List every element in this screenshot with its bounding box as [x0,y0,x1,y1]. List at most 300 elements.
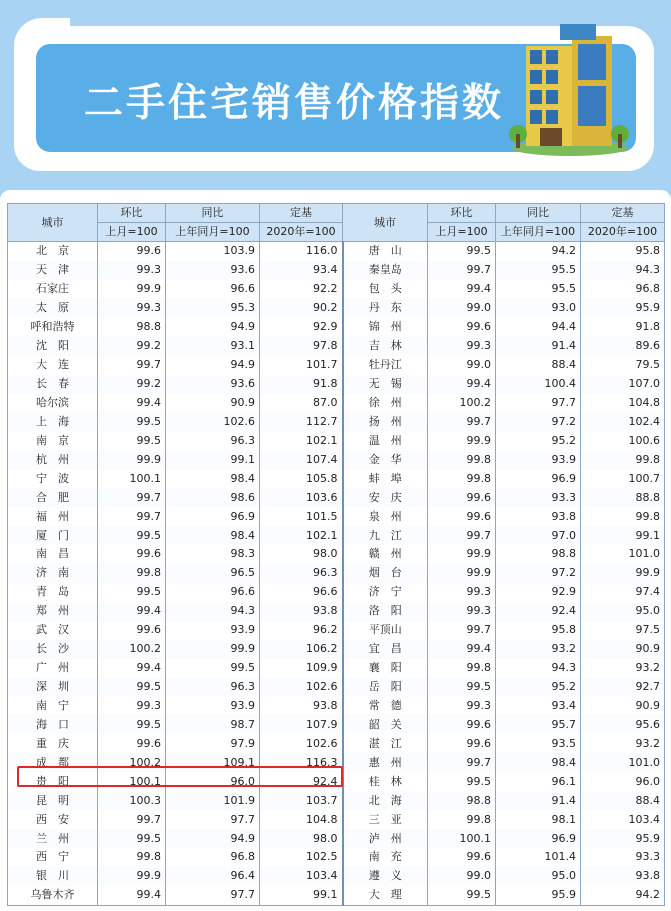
left-mom-cell: 98.8 [98,318,166,337]
right-yoy-cell: 95.9 [496,886,581,905]
right-mom-cell: 99.3 [428,583,496,602]
right-yoy-cell: 93.5 [496,734,581,753]
left-mom-cell: 99.5 [98,526,166,545]
subheader-mom: 上月=100 [98,223,166,242]
left-base-cell: 116.3 [260,753,343,772]
left-mom-cell: 99.3 [98,261,166,280]
right-yoy-cell: 93.3 [496,488,581,507]
right-city-cell: 桂 林 [343,772,428,791]
right-mom-cell: 99.6 [428,488,496,507]
table-row [8,299,665,318]
right-mom-cell: 99.6 [428,507,496,526]
right-city-cell: 湛 江 [343,734,428,753]
left-yoy-cell: 101.9 [166,791,260,810]
right-yoy-cell: 97.7 [496,394,581,413]
table-body [8,242,665,906]
left-city-cell: 南 京 [8,431,98,450]
subheader-yoy-right: 上年同月=100 [496,223,581,242]
right-yoy-cell: 95.5 [496,261,581,280]
right-base-cell: 101.0 [581,545,665,564]
left-base-cell: 103.6 [260,488,343,507]
left-base-cell: 97.8 [260,337,343,356]
right-mom-cell: 99.7 [428,412,496,431]
left-base-cell: 102.6 [260,734,343,753]
right-base-cell: 100.7 [581,469,665,488]
left-city-cell: 沈 阳 [8,337,98,356]
right-mom-cell: 99.5 [428,678,496,697]
right-base-cell: 97.4 [581,583,665,602]
right-mom-cell: 99.4 [428,280,496,299]
right-mom-cell: 99.9 [428,564,496,583]
left-city-cell: 长 春 [8,375,98,394]
left-city-cell: 石家庄 [8,280,98,299]
left-yoy-cell: 93.9 [166,697,260,716]
left-city-cell: 哈尔滨 [8,394,98,413]
right-mom-cell: 98.8 [428,791,496,810]
right-mom-cell: 99.3 [428,697,496,716]
subheader-yoy: 上年同月=100 [166,223,260,242]
right-base-cell: 99.1 [581,526,665,545]
left-yoy-cell: 103.9 [166,242,260,261]
right-base-cell: 79.5 [581,356,665,375]
table-row [8,526,665,545]
right-base-cell: 107.0 [581,375,665,394]
table-row [8,867,665,886]
right-mom-cell: 99.7 [428,526,496,545]
left-mom-cell: 99.8 [98,564,166,583]
left-city-cell: 重 庆 [8,734,98,753]
right-mom-cell: 99.8 [428,450,496,469]
right-mom-cell: 99.9 [428,431,496,450]
right-base-cell: 96.8 [581,280,665,299]
table-row [8,280,665,299]
right-mom-cell: 99.0 [428,867,496,886]
right-yoy-cell: 88.4 [496,356,581,375]
right-yoy-cell: 92.9 [496,583,581,602]
left-yoy-cell: 93.6 [166,261,260,280]
left-yoy-cell: 96.0 [166,772,260,791]
left-mom-cell: 99.3 [98,697,166,716]
table-row [8,621,665,640]
right-base-cell: 89.6 [581,337,665,356]
left-yoy-cell: 96.3 [166,678,260,697]
left-mom-cell: 99.9 [98,450,166,469]
left-yoy-cell: 96.4 [166,867,260,886]
right-mom-cell: 100.2 [428,394,496,413]
header-mom-right: 环比 [428,204,496,223]
left-city-cell: 上 海 [8,412,98,431]
right-mom-cell: 99.0 [428,299,496,318]
left-base-cell: 101.5 [260,507,343,526]
table-row [8,886,665,905]
table-row [8,848,665,867]
left-mom-cell: 99.6 [98,545,166,564]
right-mom-cell: 99.8 [428,469,496,488]
left-yoy-cell: 96.6 [166,280,260,299]
right-city-cell: 泉 州 [343,507,428,526]
right-yoy-cell: 96.9 [496,469,581,488]
left-city-cell: 福 州 [8,507,98,526]
left-base-cell: 107.9 [260,715,343,734]
table-row [8,394,665,413]
left-yoy-cell: 99.5 [166,659,260,678]
left-mom-cell: 100.1 [98,469,166,488]
left-mom-cell: 99.5 [98,583,166,602]
right-mom-cell: 99.6 [428,848,496,867]
left-yoy-cell: 98.6 [166,488,260,507]
right-base-cell: 95.9 [581,829,665,848]
right-yoy-cell: 101.4 [496,848,581,867]
right-city-cell: 丹 东 [343,299,428,318]
table-row [8,375,665,394]
right-yoy-cell: 95.2 [496,431,581,450]
right-city-cell: 金 华 [343,450,428,469]
left-mom-cell: 99.4 [98,394,166,413]
left-city-cell: 太 原 [8,299,98,318]
header-city-right: 城市 [343,204,428,242]
left-base-cell: 109.9 [260,659,343,678]
right-mom-cell: 99.0 [428,356,496,375]
right-base-cell: 95.6 [581,715,665,734]
table-row [8,715,665,734]
left-city-cell: 青 岛 [8,583,98,602]
right-base-cell: 94.3 [581,261,665,280]
table-row [8,810,665,829]
table-row [8,261,665,280]
left-yoy-cell: 99.9 [166,640,260,659]
left-city-cell: 大 连 [8,356,98,375]
table-row [8,564,665,583]
left-mom-cell: 99.7 [98,810,166,829]
right-mom-cell: 100.1 [428,829,496,848]
left-city-cell: 贵 阳 [8,772,98,791]
price-index-table [7,203,665,906]
left-mom-cell: 99.9 [98,867,166,886]
left-mom-cell: 99.8 [98,848,166,867]
left-mom-cell: 99.6 [98,734,166,753]
table-row [8,829,665,848]
left-mom-cell: 100.2 [98,753,166,772]
right-city-cell: 扬 州 [343,412,428,431]
right-city-cell: 温 州 [343,431,428,450]
left-city-cell: 深 圳 [8,678,98,697]
left-yoy-cell: 96.8 [166,848,260,867]
left-city-cell: 广 州 [8,659,98,678]
right-mom-cell: 99.6 [428,318,496,337]
left-yoy-cell: 93.6 [166,375,260,394]
table-row [8,488,665,507]
left-yoy-cell: 109.1 [166,753,260,772]
right-city-cell: 襄 阳 [343,659,428,678]
left-city-cell: 乌鲁木齐 [8,886,98,905]
right-base-cell: 90.9 [581,697,665,716]
header-yoy-right: 同比 [496,204,581,223]
left-base-cell: 112.7 [260,412,343,431]
left-yoy-cell: 98.7 [166,715,260,734]
right-city-cell: 吉 林 [343,337,428,356]
right-base-cell: 93.3 [581,848,665,867]
table-subheader-row [8,223,665,242]
right-city-cell: 大 理 [343,886,428,905]
table-row [8,507,665,526]
right-base-cell: 93.2 [581,659,665,678]
left-city-cell: 兰 州 [8,829,98,848]
table-header-row [8,204,665,223]
right-city-cell: 遵 义 [343,867,428,886]
left-mom-cell: 99.4 [98,602,166,621]
subheader-base: 2020年=100 [260,223,343,242]
left-mom-cell: 99.7 [98,507,166,526]
right-yoy-cell: 95.5 [496,280,581,299]
left-mom-cell: 100.1 [98,772,166,791]
left-yoy-cell: 98.4 [166,469,260,488]
left-yoy-cell: 98.4 [166,526,260,545]
right-city-cell: 常 德 [343,697,428,716]
left-base-cell: 98.0 [260,829,343,848]
header-base: 定基 [260,204,343,223]
right-base-cell: 97.5 [581,621,665,640]
right-city-cell: 济 宁 [343,583,428,602]
table-row [8,356,665,375]
left-city-cell: 昆 明 [8,791,98,810]
left-city-cell: 北 京 [8,242,98,261]
right-yoy-cell: 98.1 [496,810,581,829]
left-yoy-cell: 93.1 [166,337,260,356]
right-yoy-cell: 100.4 [496,375,581,394]
right-city-cell: 牡丹江 [343,356,428,375]
table-row [8,337,665,356]
right-mom-cell: 99.3 [428,602,496,621]
table-row [8,469,665,488]
right-base-cell: 104.8 [581,394,665,413]
left-mom-cell: 100.2 [98,640,166,659]
left-base-cell: 92.2 [260,280,343,299]
right-base-cell: 101.0 [581,753,665,772]
right-yoy-cell: 91.4 [496,337,581,356]
left-base-cell: 96.6 [260,583,343,602]
right-mom-cell: 99.5 [428,242,496,261]
right-yoy-cell: 95.0 [496,867,581,886]
left-mom-cell: 99.2 [98,337,166,356]
right-city-cell: 南 充 [343,848,428,867]
left-yoy-cell: 95.3 [166,299,260,318]
right-base-cell: 88.8 [581,488,665,507]
left-city-cell: 武 汉 [8,621,98,640]
left-yoy-cell: 96.3 [166,431,260,450]
right-yoy-cell: 93.2 [496,640,581,659]
right-mom-cell: 99.4 [428,640,496,659]
left-base-cell: 92.9 [260,318,343,337]
table-row [8,602,665,621]
left-mom-cell: 99.5 [98,412,166,431]
right-yoy-cell: 95.7 [496,715,581,734]
left-city-cell: 银 川 [8,867,98,886]
left-mom-cell: 99.2 [98,375,166,394]
table-row [8,431,665,450]
left-base-cell: 104.8 [260,810,343,829]
left-base-cell: 93.8 [260,602,343,621]
left-yoy-cell: 94.9 [166,356,260,375]
right-mom-cell: 99.5 [428,886,496,905]
left-mom-cell: 99.5 [98,678,166,697]
right-city-cell: 唐 山 [343,242,428,261]
right-mom-cell: 99.8 [428,659,496,678]
left-base-cell: 103.4 [260,867,343,886]
right-mom-cell: 99.4 [428,375,496,394]
right-yoy-cell: 93.0 [496,299,581,318]
right-mom-cell: 99.6 [428,734,496,753]
right-yoy-cell: 93.4 [496,697,581,716]
table-row [8,640,665,659]
right-yoy-cell: 98.4 [496,753,581,772]
left-mom-cell: 100.3 [98,791,166,810]
left-mom-cell: 99.6 [98,242,166,261]
left-base-cell: 101.7 [260,356,343,375]
left-mom-cell: 99.9 [98,280,166,299]
right-city-cell: 秦皇岛 [343,261,428,280]
left-yoy-cell: 94.3 [166,602,260,621]
right-yoy-cell: 95.8 [496,621,581,640]
left-city-cell: 呼和浩特 [8,318,98,337]
left-yoy-cell: 98.3 [166,545,260,564]
right-yoy-cell: 96.1 [496,772,581,791]
right-base-cell: 96.0 [581,772,665,791]
right-mom-cell: 99.6 [428,715,496,734]
right-base-cell: 94.2 [581,886,665,905]
right-yoy-cell: 97.2 [496,564,581,583]
right-yoy-cell: 94.4 [496,318,581,337]
right-city-cell: 洛 阳 [343,602,428,621]
right-base-cell: 92.7 [581,678,665,697]
left-base-cell: 103.7 [260,791,343,810]
right-yoy-cell: 95.2 [496,678,581,697]
left-mom-cell: 99.6 [98,621,166,640]
left-mom-cell: 99.3 [98,299,166,318]
header-mom: 环比 [98,204,166,223]
left-mom-cell: 99.7 [98,488,166,507]
table-row [8,791,665,810]
left-base-cell: 105.8 [260,469,343,488]
left-yoy-cell: 99.1 [166,450,260,469]
left-yoy-cell: 97.7 [166,886,260,905]
table-row [8,545,665,564]
left-city-cell: 合 肥 [8,488,98,507]
table-row [8,734,665,753]
right-base-cell: 95.9 [581,299,665,318]
table-panel [0,190,671,911]
right-city-cell: 徐 州 [343,394,428,413]
left-base-cell: 90.2 [260,299,343,318]
left-city-cell: 郑 州 [8,602,98,621]
table-row [8,412,665,431]
right-base-cell: 91.8 [581,318,665,337]
right-yoy-cell: 93.8 [496,507,581,526]
left-mom-cell: 99.4 [98,886,166,905]
right-city-cell: 泸 州 [343,829,428,848]
right-mom-cell: 99.7 [428,753,496,772]
left-base-cell: 102.6 [260,678,343,697]
left-city-cell: 西 宁 [8,848,98,867]
left-base-cell: 106.2 [260,640,343,659]
table-row [8,678,665,697]
table-row [8,697,665,716]
right-city-cell: 北 海 [343,791,428,810]
right-base-cell: 103.4 [581,810,665,829]
right-yoy-cell: 92.4 [496,602,581,621]
left-base-cell: 93.4 [260,261,343,280]
left-base-cell: 96.2 [260,621,343,640]
right-city-cell: 赣 州 [343,545,428,564]
left-city-cell: 宁 波 [8,469,98,488]
table-row [8,242,665,261]
right-city-cell: 岳 阳 [343,678,428,697]
right-yoy-cell: 97.0 [496,526,581,545]
left-city-cell: 南 宁 [8,697,98,716]
left-base-cell: 116.0 [260,242,343,261]
right-mom-cell: 99.5 [428,772,496,791]
left-base-cell: 102.1 [260,526,343,545]
left-mom-cell: 99.4 [98,659,166,678]
left-base-cell: 91.8 [260,375,343,394]
right-city-cell: 韶 关 [343,715,428,734]
table-row [8,450,665,469]
right-city-cell: 包 头 [343,280,428,299]
page-title: 二手住宅销售价格指数 [84,81,505,126]
right-yoy-cell: 93.9 [496,450,581,469]
left-yoy-cell: 102.6 [166,412,260,431]
left-base-cell: 102.5 [260,848,343,867]
office-building-icon [500,16,630,158]
left-city-cell: 济 南 [8,564,98,583]
subheader-base-right: 2020年=100 [581,223,665,242]
left-mom-cell: 99.5 [98,829,166,848]
left-city-cell: 海 口 [8,715,98,734]
header-base-right: 定基 [581,204,665,223]
left-city-cell: 厦 门 [8,526,98,545]
table-row [8,772,665,791]
left-city-cell: 长 沙 [8,640,98,659]
header-city: 城市 [8,204,98,242]
right-yoy-cell: 98.8 [496,545,581,564]
left-yoy-cell: 90.9 [166,394,260,413]
left-base-cell: 96.3 [260,564,343,583]
left-city-cell: 西 安 [8,810,98,829]
right-city-cell: 蚌 埠 [343,469,428,488]
right-city-cell: 烟 台 [343,564,428,583]
right-city-cell: 宜 昌 [343,640,428,659]
right-city-cell: 无 锡 [343,375,428,394]
left-city-cell: 天 津 [8,261,98,280]
left-yoy-cell: 97.7 [166,810,260,829]
right-yoy-cell: 97.2 [496,412,581,431]
right-mom-cell: 99.3 [428,337,496,356]
left-base-cell: 102.1 [260,431,343,450]
left-city-cell: 南 昌 [8,545,98,564]
table-row [8,659,665,678]
right-yoy-cell: 94.3 [496,659,581,678]
left-base-cell: 99.1 [260,886,343,905]
right-mom-cell: 99.7 [428,621,496,640]
right-base-cell: 95.8 [581,242,665,261]
right-base-cell: 102.4 [581,412,665,431]
left-mom-cell: 99.5 [98,431,166,450]
table-row [8,753,665,772]
right-city-cell: 平顶山 [343,621,428,640]
left-base-cell: 92.4 [260,772,343,791]
left-city-cell: 成 都 [8,753,98,772]
left-yoy-cell: 94.9 [166,829,260,848]
left-base-cell: 87.0 [260,394,343,413]
